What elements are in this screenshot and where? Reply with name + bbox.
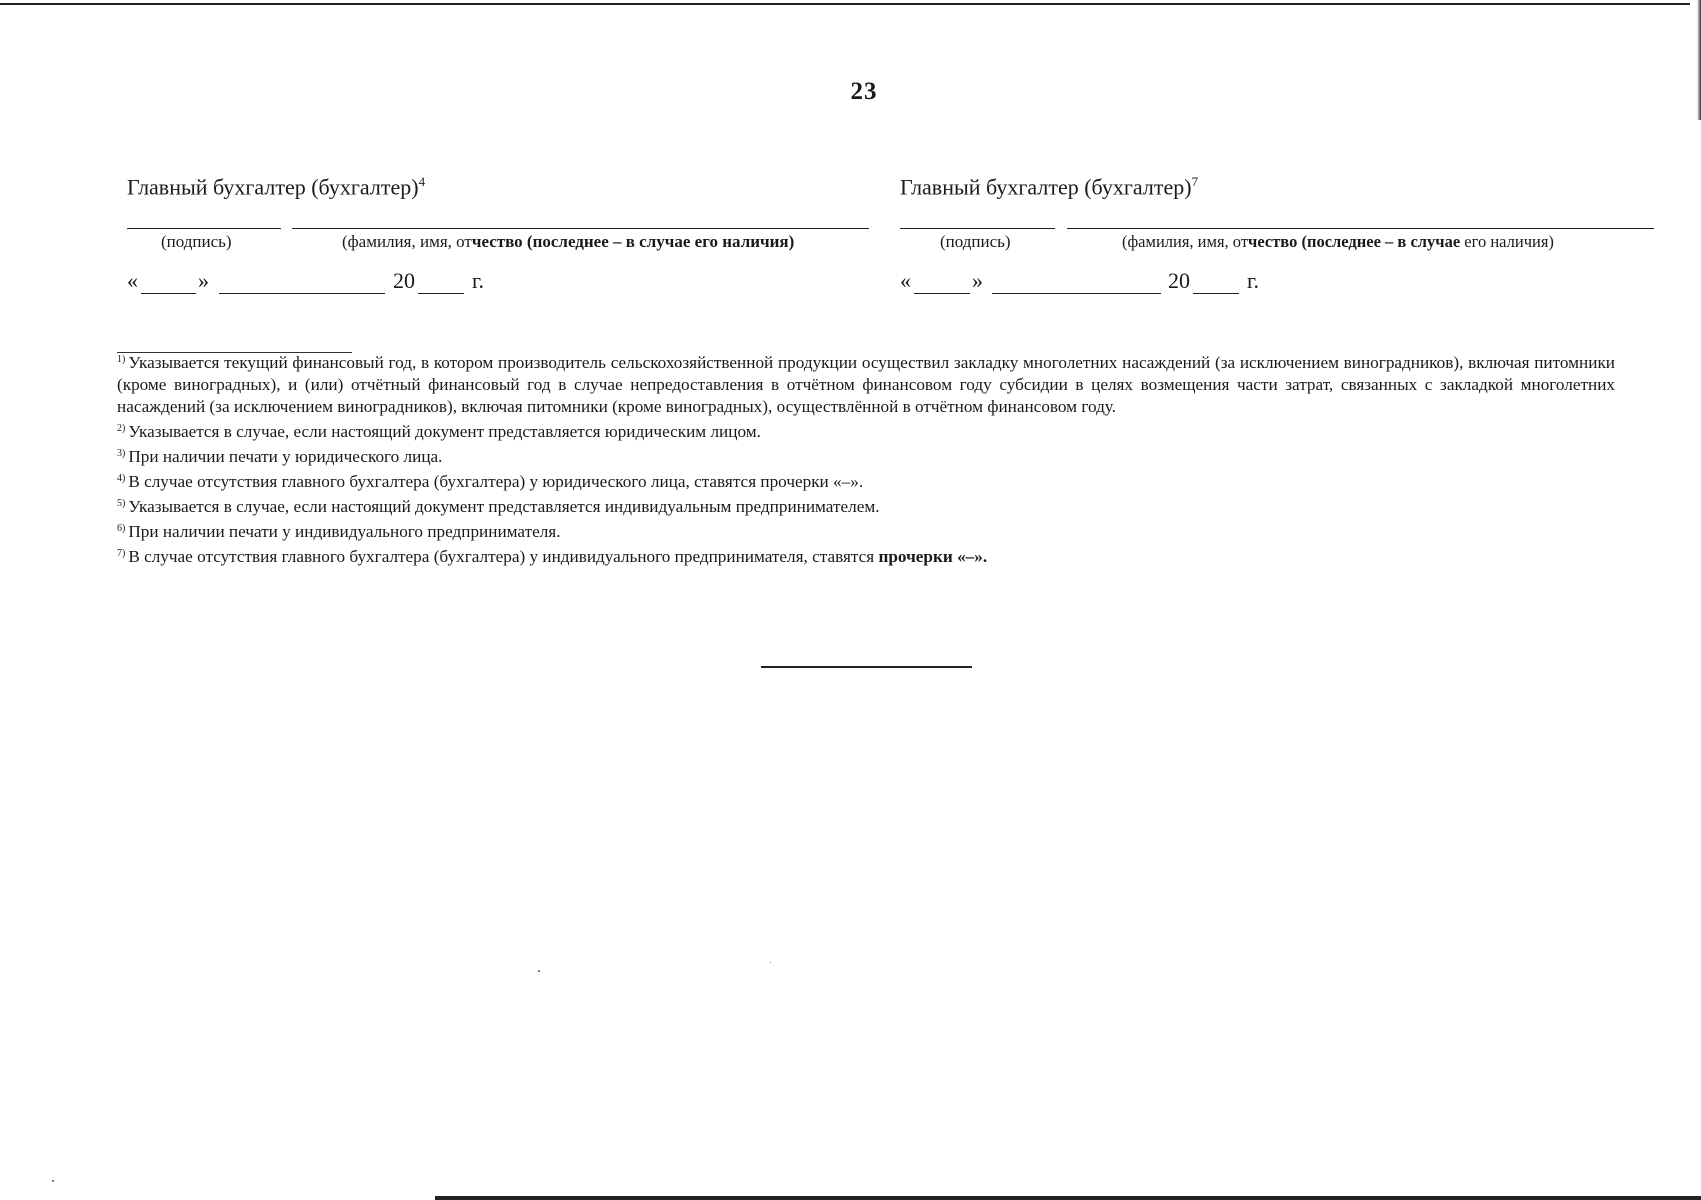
signature-lines (900, 216, 1655, 252)
footnote-ref: 4 (418, 174, 426, 189)
footnote-mark: 7) (117, 548, 126, 559)
footnote-text: Указывается в случае, если настоящий документ представляется юридическим лицом. (128, 422, 761, 441)
footnote-text: При наличии печати у юридического лица. (128, 447, 443, 466)
footnote-1 (117, 349, 1615, 418)
footnote-3 (117, 443, 1615, 468)
date-open-quote: « (900, 268, 911, 294)
signature-block-entrepreneur (900, 174, 1655, 298)
name-caption-bold: чество (последнее – в случае (1248, 232, 1461, 252)
name-caption-plain: (фамилия, имя, от (1122, 232, 1249, 252)
year-prefix: 20 (1168, 268, 1190, 294)
scan-speck (52, 1180, 54, 1182)
signature-title (127, 174, 887, 200)
date-row (127, 268, 887, 298)
footnote-text: В случае отсутствия главного бухгалтера (бухгалтера) у юридического лица, ставятся прочерки «–». (128, 472, 864, 491)
footnote-text-bold: прочерки «–». (878, 547, 988, 566)
page-number: 23 (850, 78, 878, 105)
name-caption-plain: (фамилия, имя, от (342, 232, 472, 252)
signature-lines (127, 216, 887, 252)
footnote-mark: 1) (117, 354, 126, 365)
signature-line[interactable] (127, 228, 281, 229)
day-field[interactable] (141, 293, 196, 294)
date-close-quote: » (972, 268, 983, 294)
scan-edge-top (0, 3, 1690, 5)
footnote-4 (117, 468, 1615, 493)
signature-caption: (подпись) (161, 232, 232, 252)
footnote-ref: 7 (1191, 174, 1199, 189)
scan-speck (538, 970, 540, 972)
footnote-text: При наличии печати у индивидуального предпринимателя. (128, 522, 561, 541)
footnote-7 (117, 543, 1615, 568)
year-field[interactable] (418, 293, 464, 294)
month-field[interactable] (992, 293, 1161, 294)
footnote-mark: 4) (117, 473, 126, 484)
footnote-mark: 6) (117, 523, 126, 534)
year-prefix: 20 (393, 268, 415, 294)
footnote-6 (117, 518, 1615, 543)
name-line[interactable] (1067, 228, 1654, 229)
month-field[interactable] (219, 293, 385, 294)
year-field[interactable] (1193, 293, 1239, 294)
footnote-text: В случае отсутствия главного бухгалтера (бухгалтера) у индивидуального предпринимателя, ставятся (128, 547, 879, 566)
signature-line[interactable] (900, 228, 1055, 229)
footnotes (117, 349, 1615, 568)
scan-edge-bottom (435, 1196, 1701, 1200)
date-open-quote: « (127, 268, 138, 294)
signature-caption: (подпись) (940, 232, 1011, 252)
name-caption-tail: его наличия) (1460, 232, 1554, 252)
signature-title (900, 174, 1655, 200)
signature-block-legal-entity (127, 174, 887, 298)
date-close-quote: » (198, 268, 209, 294)
date-row (900, 268, 1655, 298)
day-field[interactable] (914, 293, 970, 294)
footnote-mark: 5) (117, 498, 126, 509)
end-of-document-rule (761, 666, 972, 668)
year-suffix: г. (1247, 268, 1260, 294)
footnote-2 (117, 418, 1615, 443)
name-caption-bold: чество (последнее – в случае его наличия) (471, 232, 795, 252)
footnote-text: Указывается текущий финансовый год, в котором производитель сельскохозяйственной продукции осуществил закладку многолетних насаждений (за исключением виноградников), включая питомники (кроме виноградных), и (или) отчётный финансовый год в случае непредоставления в отчётном финансовом году субсидии в целях возмещения части затрат, связанных с закладкой многолетних насаждений (за исключением виноградников), включая питомники (кроме виноградных), осуществлённой в отчётном финансовом году. (117, 353, 1615, 416)
footnote-mark: 3) (117, 448, 126, 459)
footnote-5 (117, 493, 1615, 518)
name-caption (342, 232, 794, 252)
name-line[interactable] (292, 228, 869, 229)
signature-title-text: Главный бухгалтер (бухгалтер) (900, 174, 1192, 200)
footnote-text: Указывается в случае, если настоящий документ представляется индивидуальным предпринимателем. (128, 497, 880, 516)
year-suffix: г. (472, 268, 485, 294)
scan-speck (770, 962, 771, 963)
name-caption (1122, 232, 1554, 252)
footnote-mark: 2) (117, 423, 126, 434)
signature-title-text: Главный бухгалтер (бухгалтер) (127, 174, 419, 200)
